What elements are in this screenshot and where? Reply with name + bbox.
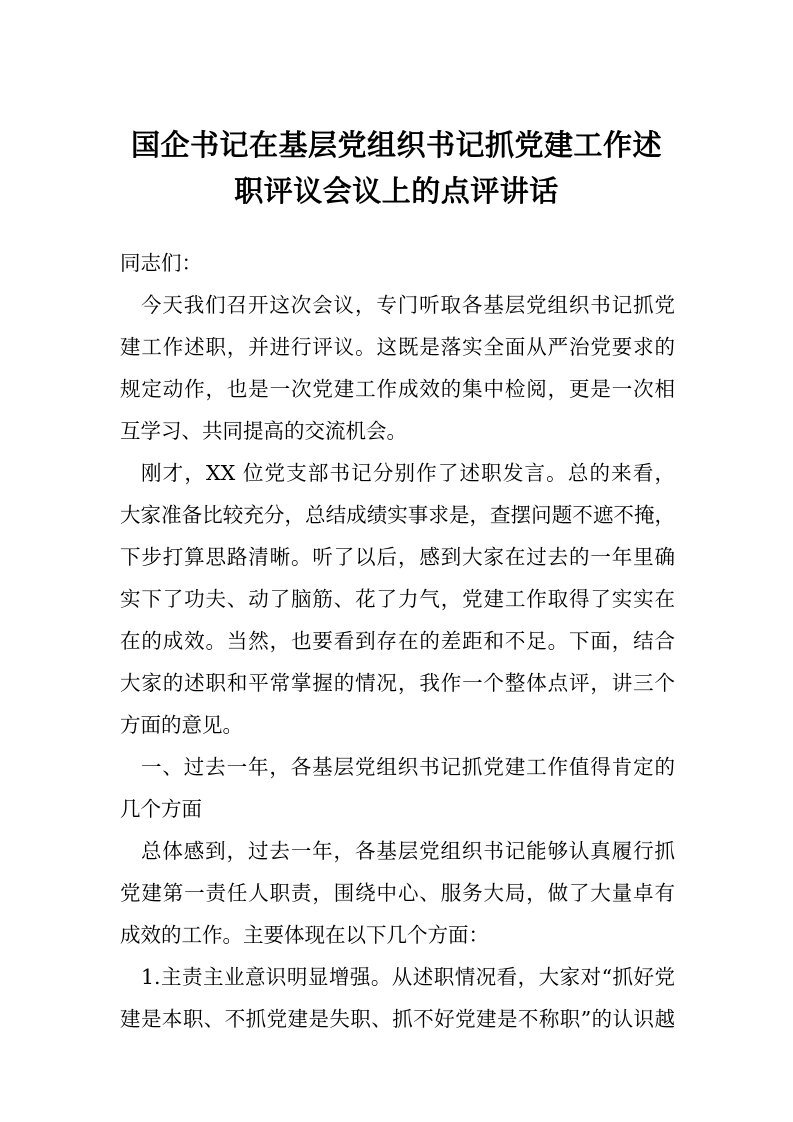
document-title-line-2: 职评议会议上的点评讲话 (234, 174, 559, 208)
paragraph-line: 1.主责主业意识明显增强。从述职情况看，大家对“抓好党 (141, 965, 675, 989)
document-title-line-1: 国企书记在基层党组织书记抓党建工作述 (130, 128, 662, 162)
salutation: 同志们： (120, 251, 202, 275)
paragraph-line: 规定动作，也是一次党建工作成效的集中检阅，更是一次相 (120, 377, 675, 401)
paragraph-line: 成效的工作。主要体现在以下几个方面： (120, 923, 489, 947)
paragraph-line: 建工作述职，并进行评议。这既是落实全面从严治党要求的 (120, 335, 675, 359)
paragraph-line: 下步打算思路清晰。听了以后，感到大家在过去的一年里确 (120, 545, 675, 569)
paragraph-line: 互学习、共同提高的交流机会。 (120, 419, 407, 443)
paragraph-line: 实下了功夫、动了脑筋、花了力气，党建工作取得了实实在 (120, 587, 675, 611)
paragraph-line: 在的成效。当然，也要看到存在的差距和不足。下面，结合 (120, 629, 675, 653)
paragraph-line: 方面的意见。 (120, 713, 243, 737)
section-heading-line: 一、过去一年，各基层党组织书记抓党建工作值得肯定的 (141, 755, 675, 779)
paragraph-line: 建是本职、不抓党建是失职、抓不好党建是不称职”的认识越 (120, 1007, 675, 1031)
paragraph-line: 大家的述职和平常掌握的情况，我作一个整体点评，讲三个 (120, 671, 675, 695)
paragraph-line: 大家准备比较充分，总结成绩实事求是，查摆问题不遮不掩， (120, 503, 675, 527)
paragraph-line: 党建第一责任人职责，围绕中心、服务大局，做了大量卓有 (120, 881, 675, 905)
paragraph-line: 总体感到，过去一年，各基层党组织书记能够认真履行抓 (141, 839, 675, 863)
paragraph-line: 刚才，XX 位党支部书记分别作了述职发言。总的来看， (141, 461, 675, 485)
section-heading-line: 几个方面 (120, 797, 202, 821)
paragraph-line: 今天我们召开这次会议，专门听取各基层党组织书记抓党 (141, 293, 675, 317)
